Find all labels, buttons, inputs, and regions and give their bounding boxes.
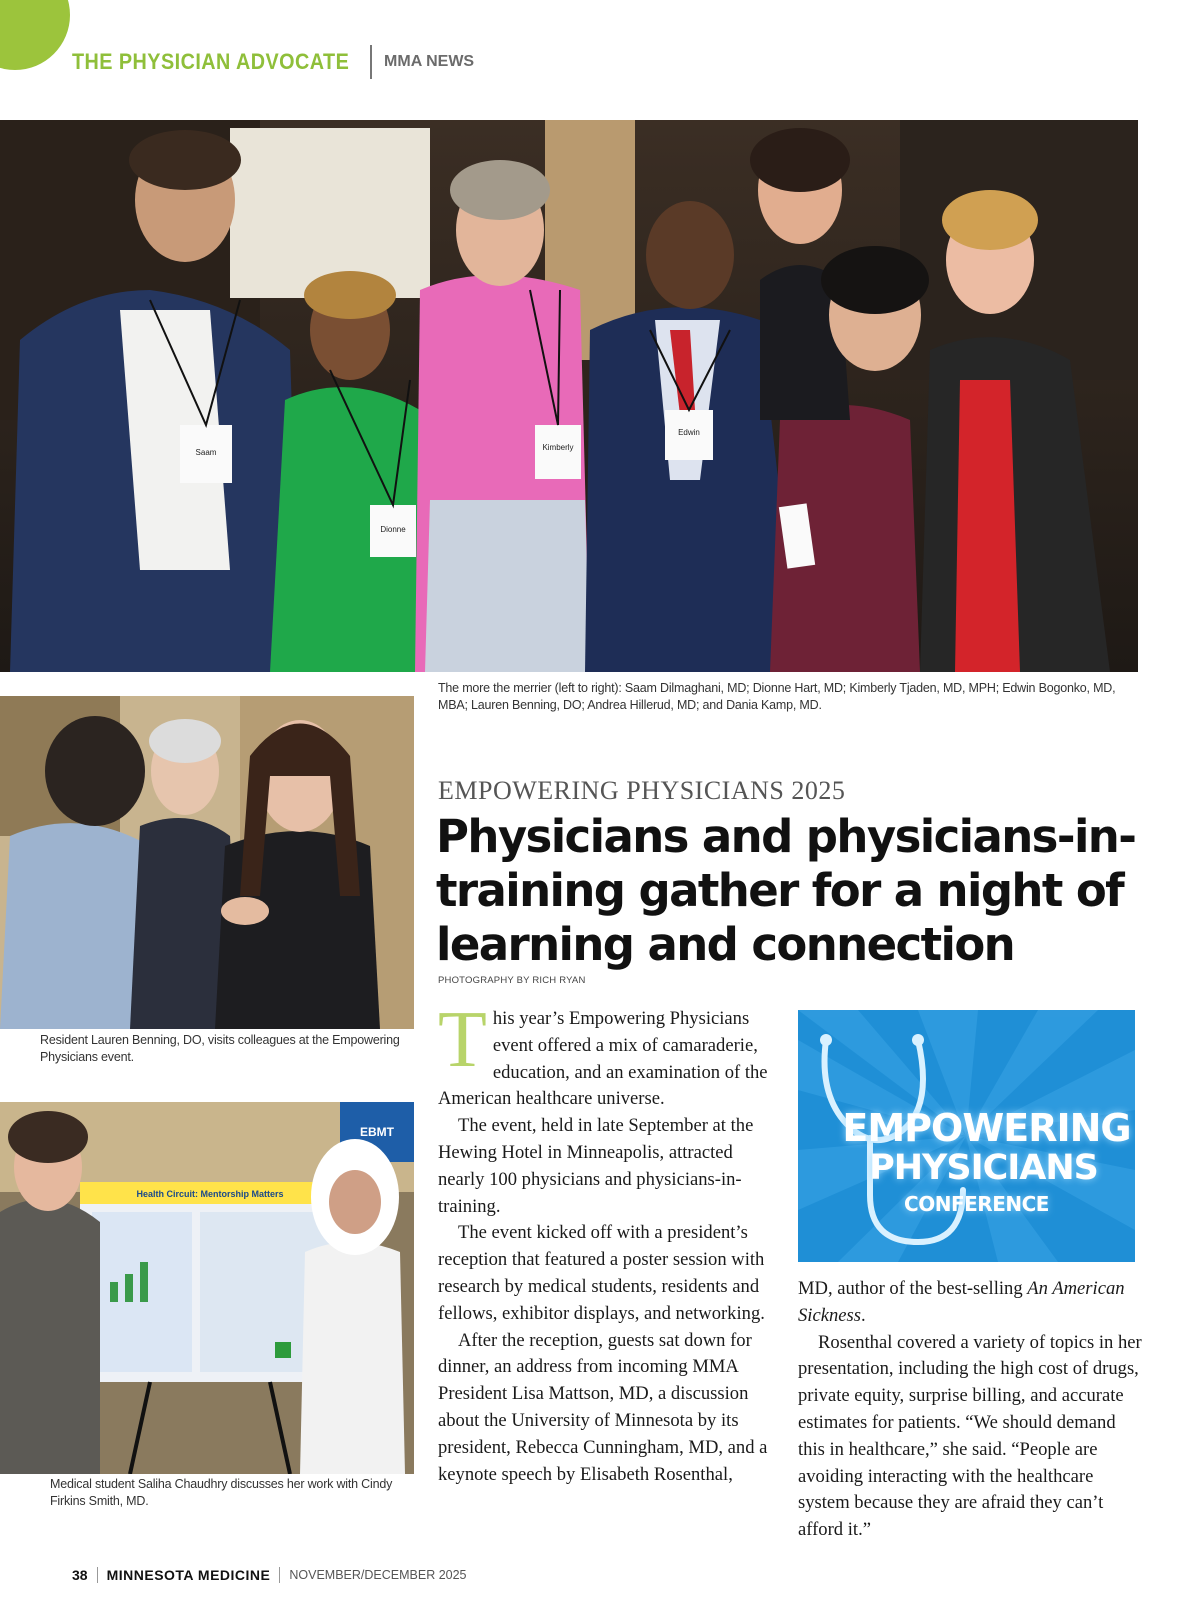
poster-photo [0,1102,414,1474]
article-paragraph-1 [438,996,776,1113]
badge-edwin: Edwin [678,428,700,437]
book-title: An American Sickness [798,1278,1125,1326]
corner-accent [0,0,70,70]
poster-title: Health Circuit: Mentorship Matters [136,1189,284,1199]
issue-date: NOVEMBER/DECEMBER 2025 [289,1568,467,1582]
footer-divider [97,1567,98,1583]
paragraph-5-text: MD, author of the best-selling [798,1278,1028,1299]
article-headline: Physicians and physicians-in-training gather for a night of learning and connection [436,810,1136,971]
resident-photo-caption: Resident Lauren Benning, DO, visits colleagues at the Empowering Physicians event. [40,1033,400,1064]
badge-dionne: Dionne [380,525,406,534]
paragraph-1-text: his year’s Empowering Physicians event offered a mix of camaraderie, education, and an examination of the American healthcare universe. [438,1008,768,1110]
group-photo [0,120,1138,672]
header-divider [370,45,372,79]
badge-kimberly: Kimberly [542,443,574,452]
article-column-2 [798,1276,1144,1544]
logo-line-2: PHYSICIANS [869,1148,1098,1188]
section-label: MMA NEWS [384,53,475,70]
article-paragraph-4: After the reception, guests sat down for dinner, an address from incoming MMA President Lisa Mattson, MD, a discussion about the University of Minnesota by its president, Rebecca Cunningham, MD, and a keynote speech by Elisabeth Rosenthal, [438,1329,768,1485]
article-column-1 [438,996,776,1488]
logo-line-1: EMPOWERING [842,1106,1131,1150]
footer-divider-2 [279,1567,280,1583]
article-paragraph-5 [798,1276,1144,1330]
photo-credit: PHOTOGRAPHY BY RICH RYAN [438,975,586,986]
page-header [72,42,474,82]
page-number: 38 [72,1567,88,1583]
page-footer [72,1567,467,1583]
drop-cap: T [438,996,487,1084]
group-photo-caption: The more the merrier (left to right): Saam Dilmaghani, MD; Dionne Hart, MD; Kimberly Tjaden, MD, MPH; Edwin Bogonko, MD, MBA; Lauren Benning, DO; Andrea Hillerud, MD; and Dania Kamp, MD. [438,681,1116,712]
conference-logo [798,1010,1135,1262]
poster-photo-caption: Medical student Saliha Chaudhry discusses her work with Cindy Firkins Smith, MD. [50,1477,393,1508]
resident-photo [0,696,414,1029]
banner-text: EBMT [360,1125,394,1139]
magazine-name: MINNESOTA MEDICINE [106,1567,271,1583]
logo-line-3: CONFERENCE [904,1192,1049,1216]
article-paragraph-3: The event kicked off with a president’s reception that featured a poster session with research by medical students, residents and fellows, exhibitor displays, and networking. [438,1222,765,1324]
paragraph-5-end: . [861,1304,866,1326]
article-eyebrow: EMPOWERING PHYSICIANS 2025 [438,776,846,805]
kicker: THE PHYSICIAN ADVOCATE [72,49,350,74]
article-paragraph-2: The event, held in late September at the Hewing Hotel in Minneapolis, attracted nearly 100 physicians and physicians-in-training. [438,1115,754,1217]
badge-saam: Saam [195,448,217,457]
article-paragraph-6: Rosenthal covered a variety of topics in her presentation, including the high cost of drugs, private equity, surprise billing, and accurate estimates for patients. “We should demand this in healthcare,” she said. “People are avoiding interacting with the healthcare system because they are afraid they can’t afford it.” [798,1331,1142,1541]
